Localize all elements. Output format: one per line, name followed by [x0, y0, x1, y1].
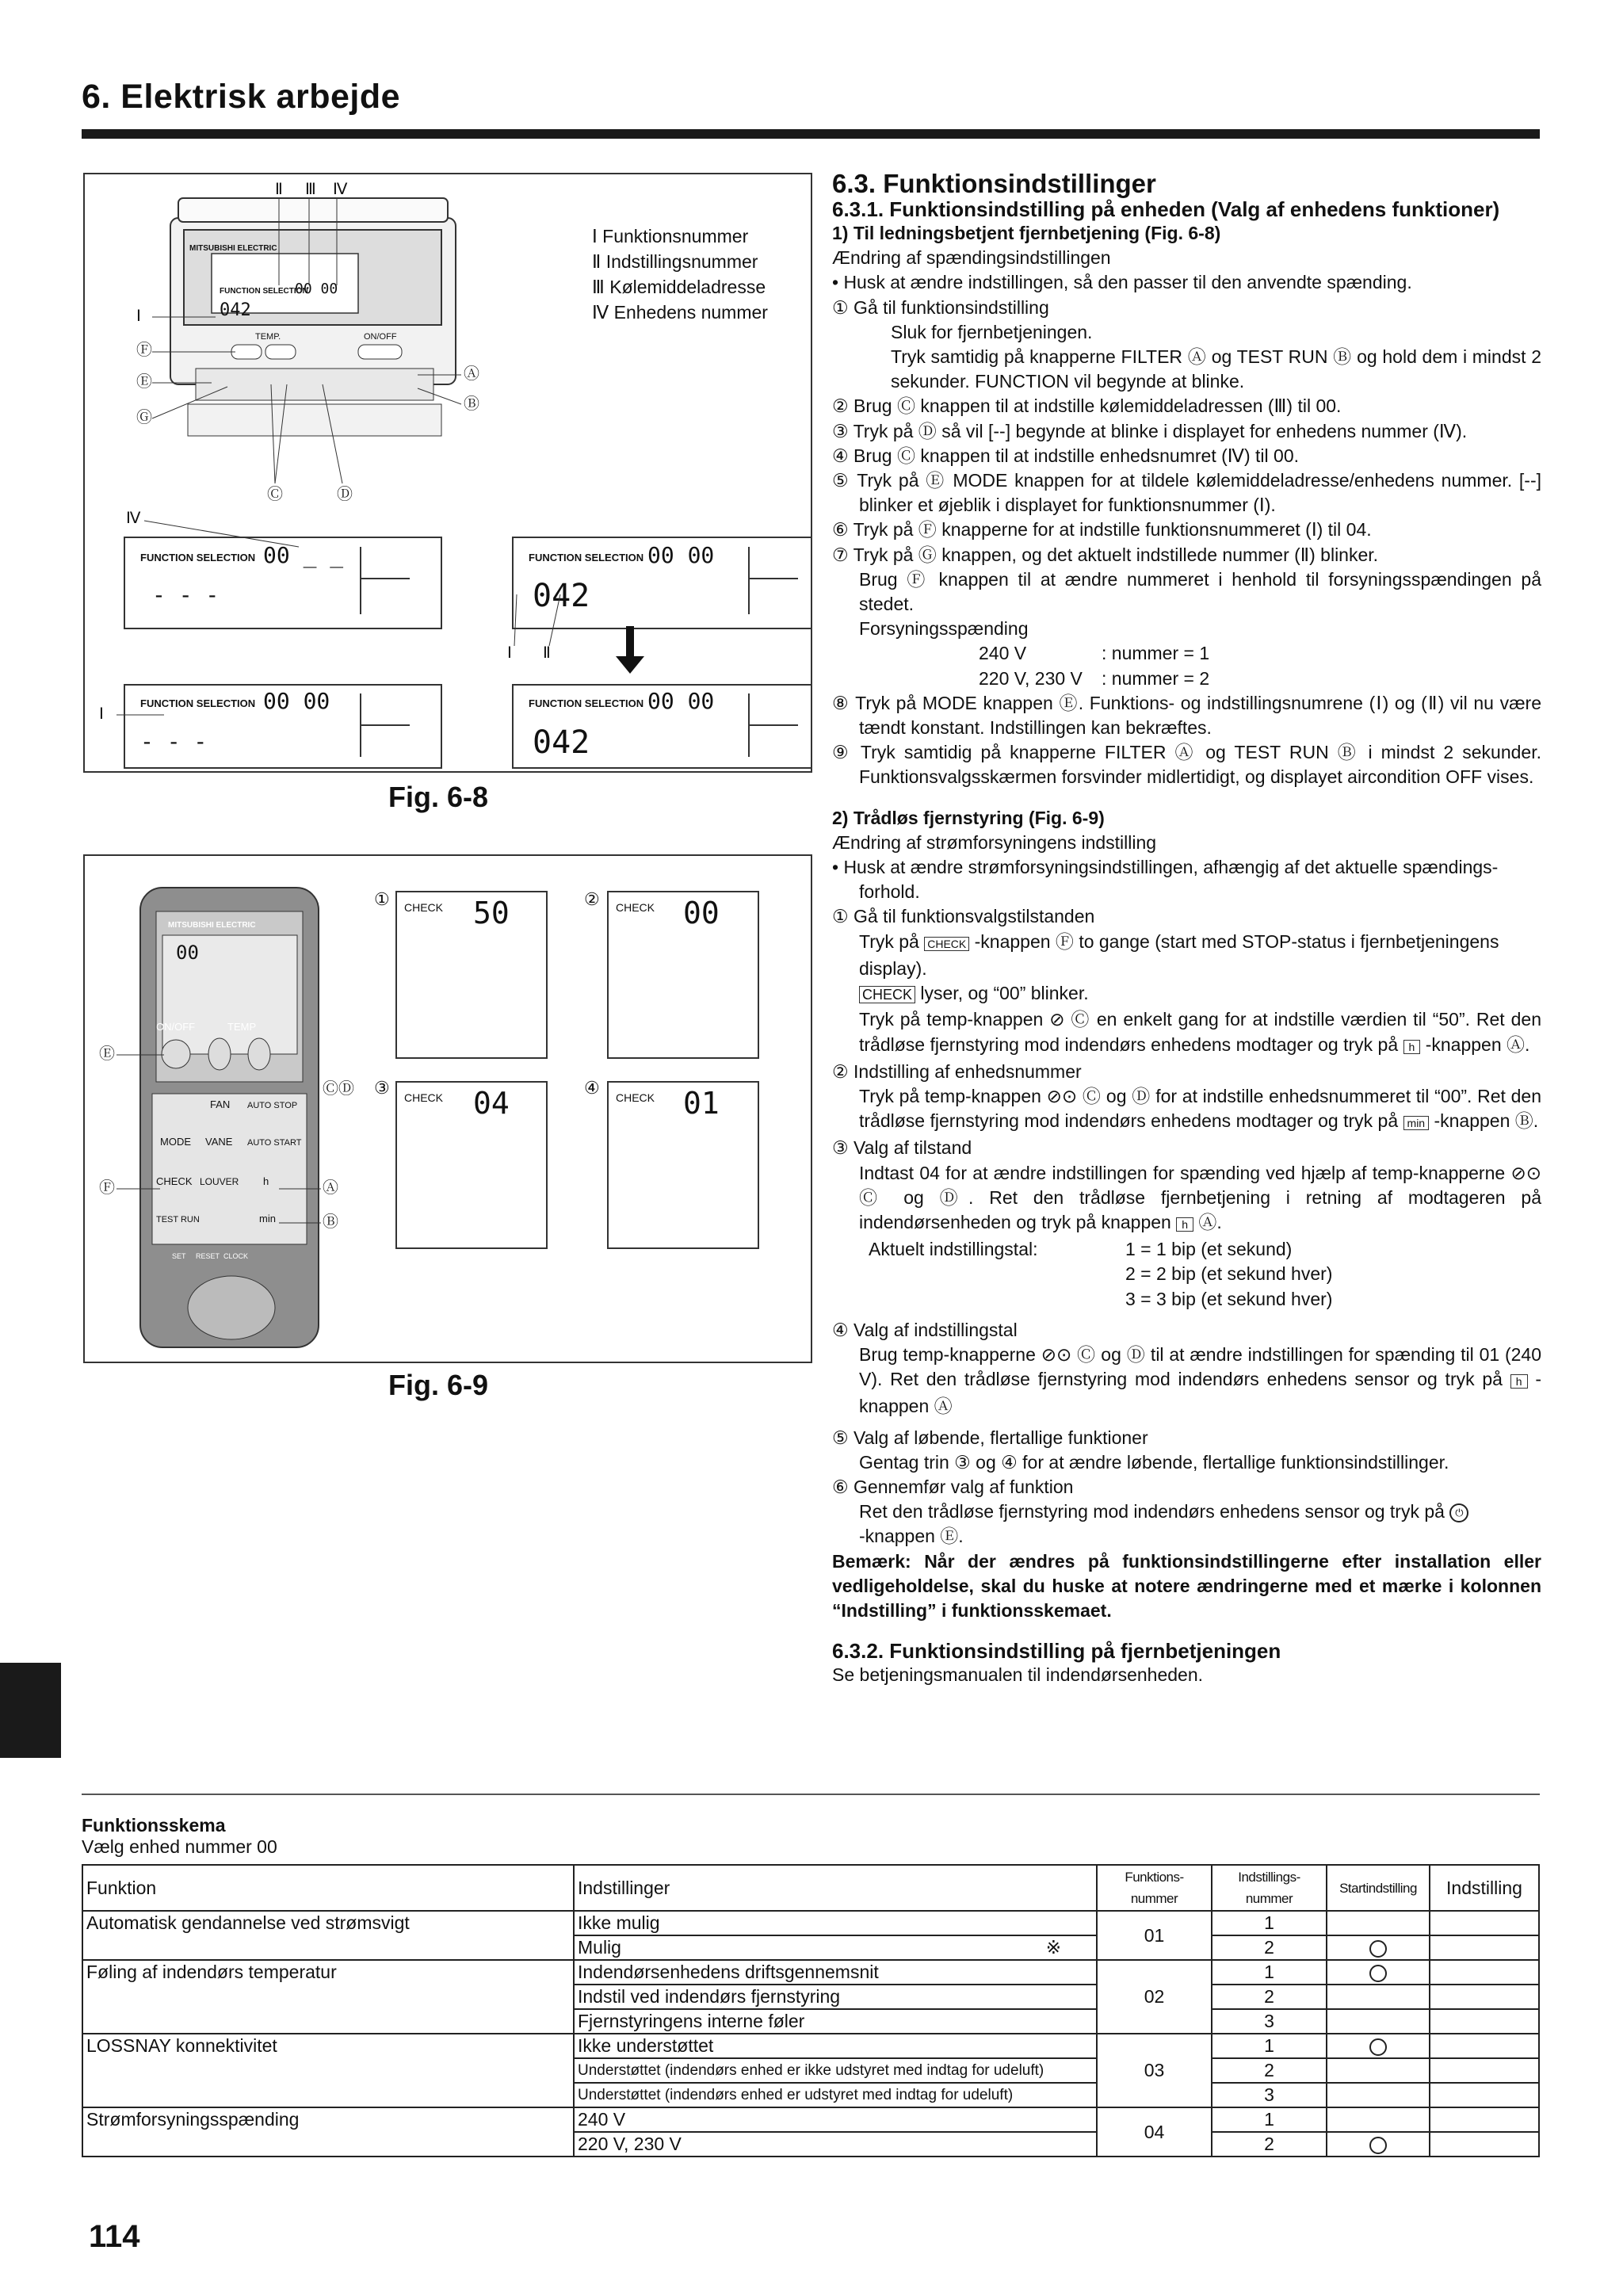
fig9-autostop: AUTO STOP: [247, 1101, 298, 1110]
start-circle-icon: [1369, 1940, 1387, 1958]
function-schedule: [82, 1799, 1540, 2157]
cell-function: Føling af indendørs temperatur: [82, 1960, 574, 2034]
start-circle-icon: [1369, 2038, 1387, 2056]
table-row: [82, 2034, 1539, 2058]
fig8-label-C: Ⓒ: [267, 486, 283, 503]
fig8-temp-label: TEMP.: [255, 332, 281, 342]
fig9-onoff: ON/OFF: [156, 1021, 196, 1033]
fig9-temp: TEMP: [227, 1021, 257, 1033]
figure-6-9: [83, 854, 812, 1363]
cell-setting: Understøttet (indendørs enhed er ikke udstyret med indtag for udeluft): [574, 2058, 1097, 2083]
beep-1: 1 = 1 bip (et sekund): [1125, 1239, 1293, 1260]
cell-setting-mark[interactable]: [1430, 1935, 1539, 1960]
th-start: Startindstilling: [1327, 1865, 1430, 1911]
figure-6-8: [83, 173, 812, 773]
fig9-set: SET: [172, 1252, 186, 1260]
wireless-line: CHECK lyser, og “00” blinker.: [832, 981, 1541, 1007]
fig9-panel-2-check: CHECK: [616, 901, 655, 914]
fig9-testrun: TEST RUN: [156, 1215, 200, 1224]
fig9-fan: FAN: [210, 1098, 231, 1110]
onoff-icon: ⏻: [1449, 1503, 1468, 1522]
fig9-label-E: Ⓔ: [99, 1045, 115, 1063]
section-heading-6-3-1: 6.3.1. Funktionsindstilling på enheden (Valg af enhedens funktioner): [832, 197, 1500, 221]
fig8-legend-4: Ⅳ Enhedens nummer: [592, 302, 768, 323]
section-heading-6-3: 6.3. Funktionsindstillinger: [832, 169, 1156, 198]
table-row: [82, 2107, 1539, 2132]
cell-setting: Indstil ved indendørs fjernstyring: [574, 1985, 1097, 2009]
wired-step-2: ② Brug Ⓒ knappen til at indstille kølemiddeladressen (Ⅲ) til 00.: [832, 395, 1342, 417]
wired-step-7: ⑦ Tryk på Ⓖ knappen, og det aktuelt indstillede nummer (Ⅱ) blinker.: [832, 544, 1379, 565]
cell-start: [1327, 1960, 1430, 1985]
fig8-p4-label: FUNCTION SELECTION: [529, 697, 644, 709]
th-setting: Indstilling: [1430, 1865, 1539, 1911]
wired-line: Ændring af spændingsindstillingen: [832, 247, 1111, 269]
fig8-label-A: Ⓐ: [464, 365, 479, 383]
instructions-column: [832, 170, 1541, 1687]
fig9-remote-display: 00: [176, 942, 199, 964]
cell-start: [1327, 2132, 1430, 2157]
cell-no: 1: [1212, 2034, 1327, 2058]
cell-setting: 240 V: [574, 2107, 1097, 2132]
wireless-step-1: ① Gå til funktionsvalgstilstanden: [832, 906, 1095, 927]
fig8-label-G: Ⓖ: [136, 409, 152, 426]
cell-func-no: 03: [1097, 2034, 1212, 2107]
fig8-caption: Fig. 6-8: [388, 781, 489, 813]
fig8-lcd-label: FUNCTION SELECTION: [220, 287, 308, 296]
fig8-p3-label: FUNCTION SELECTION: [140, 697, 256, 709]
cell-no: 2: [1212, 1935, 1327, 1960]
fig9-caption: Fig. 6-9: [388, 1369, 489, 1401]
wireless-remote-diagram: [85, 856, 811, 1362]
cell-no: 1: [1212, 2107, 1327, 2132]
wired-line: Tryk samtidig på knapperne FILTER Ⓐ og TEST RUN Ⓑ og hold dem i mindst 2 sekunder. FUNCTION vil begynde at blinke.: [891, 346, 1541, 392]
fig8-p4-num: 042: [533, 724, 590, 761]
fig9-panel-1-val: 50: [473, 896, 510, 930]
beep-3: 3 = 3 bip (et sekund hver): [1125, 1288, 1333, 1309]
subsection-wired-title: 1) Til ledningsbetjent fjernbetjening (Fig. 6-8): [832, 223, 1221, 243]
wired-step-4: ④ Brug Ⓒ knappen til at indstille enhedsnumret (Ⅳ) til 00.: [832, 445, 1300, 466]
cell-func-no: 01: [1097, 1911, 1212, 1960]
table-row: [82, 1911, 1539, 1935]
wireless-line: Tryk på temp-knappen ⊘ Ⓒ en enkelt gang for at indstille værdien til “50”. Ret den trådløse fjernstyring mod indendørs enhedens modtager og tryk på h -knappen Ⓐ.: [859, 1009, 1541, 1055]
wired-step-1: ① Gå til funktionsindstilling: [832, 296, 1049, 318]
cell-setting-mark[interactable]: [1430, 1911, 1539, 1935]
wireless-line: -knappen Ⓔ.: [859, 1526, 964, 1547]
wireless-line: • Husk at ændre strømforsyningsindstillingen, afhængig af det aktuelle spændings-forhold.: [832, 857, 1499, 903]
header-rule: [82, 129, 1540, 139]
fig8-p1-label: FUNCTION SELECTION: [140, 552, 256, 563]
fig9-check: CHECK: [156, 1175, 193, 1187]
wired-line: Sluk for fjernbetjeningen.: [891, 321, 1093, 342]
cell-setting: 220 V, 230 V: [574, 2132, 1097, 2157]
wireless-step-4: ④ Valg af indstillingstal: [832, 1319, 1018, 1340]
cell-start: [1327, 2083, 1430, 2107]
wireless-step-6: ⑥ Gennemfør valg af funktion: [832, 1476, 1074, 1497]
wireless-step-5: ⑤ Valg af løbende, flertallige funktioner: [832, 1427, 1148, 1448]
wireless-line: Tryk på temp-knappen ⊘⊙ Ⓒ og Ⓓ for at indstille enhedsnummeret til “00”. Ret den trådløse fjernstyring mod indendørs enhedens modtager og tryk på min -knappen Ⓑ.: [859, 1085, 1541, 1132]
fig9-panel-4-check: CHECK: [616, 1091, 655, 1104]
fig9-brand: MITSUBISHI ELECTRIC: [168, 921, 256, 930]
fig8-onoff-label: ON/OFF: [364, 332, 397, 342]
cell-no: 3: [1212, 2083, 1327, 2107]
cell-func-no: 04: [1097, 2107, 1212, 2157]
cell-start: [1327, 1935, 1430, 1960]
cell-setting: Understøttet (indendørs enhed er udstyret med indtag for udeluft): [574, 2083, 1097, 2107]
fig8-label-F: Ⓕ: [136, 342, 152, 359]
cell-no: 1: [1212, 1911, 1327, 1935]
th-func-no: Funktions- nummer: [1097, 1865, 1212, 1911]
fig9-h: h: [263, 1175, 269, 1187]
wired-line: Brug Ⓕ knappen til at ændre nummeret i henhold til forsyningsspændingen på stedet.: [859, 568, 1541, 615]
wired-line: • Husk at ændre indstillingen, så den passer til den anvendte spænding.: [832, 272, 1412, 293]
cell-setting: Indendørsenhedens driftsgennemsnit: [574, 1960, 1097, 1985]
cell-function: Automatisk gendannelse ved strømsvigt: [82, 1911, 574, 1960]
cell-start: [1327, 1985, 1430, 2009]
function-table: [82, 1864, 1540, 2157]
wireless-line: Ændring af strømforsyningens indstilling: [832, 831, 1157, 853]
fig9-panel-1-check: CHECK: [404, 901, 444, 914]
cell-start: [1327, 2009, 1430, 2034]
th-setting-no: Indstillings-nummer: [1212, 1865, 1327, 1911]
fig9-panel-4-num: ④: [584, 1078, 600, 1098]
cell-function: LOSSNAY konnektivitet: [82, 2034, 574, 2107]
fig8-brand: MITSUBISHI ELECTRIC: [189, 244, 277, 253]
fig8-panel-mark-I: Ⅰ: [99, 705, 104, 723]
cell-func-no: 02: [1097, 1960, 1212, 2034]
cell-start: [1327, 2107, 1430, 2132]
start-circle-icon: [1369, 1965, 1387, 1982]
cell-setting-mark[interactable]: [1430, 2058, 1539, 2083]
fig9-panel-3-val: 04: [473, 1086, 510, 1121]
fig9-label-CD: ⒸⒹ: [323, 1080, 354, 1098]
fig8-panel-1: [124, 537, 811, 768]
cell-start: [1327, 2034, 1430, 2058]
fig8-p3-dash: - - -: [140, 728, 208, 755]
cell-setting-mark[interactable]: [1430, 2034, 1539, 2058]
fig8-p2-label: FUNCTION SELECTION: [529, 552, 644, 563]
cell-setting-mark[interactable]: [1430, 1960, 1539, 1985]
fig8-label-D: Ⓓ: [337, 486, 353, 503]
fig8-p1-dash: - - -: [152, 582, 220, 608]
cell-start: [1327, 2058, 1430, 2083]
wireless-step-3: ③ Valg af tilstand: [832, 1137, 972, 1159]
fig8-legend-3: Ⅲ Kølemiddeladresse: [592, 277, 766, 297]
fig9-mode: MODE: [160, 1136, 191, 1148]
table-title: Funktionsskema: [82, 1815, 226, 1836]
cell-no: 2: [1212, 2132, 1327, 2157]
page-number: 114: [89, 2219, 140, 2254]
wired-step-8: ⑧ Tryk på MODE knappen Ⓔ. Funktions- og indstillingsnumrene (Ⅰ) og (Ⅱ) vil nu være tændt konstant. Indstillingen kan bekræftes.: [832, 692, 1541, 739]
fig9-panel-2-num: ②: [584, 889, 600, 909]
wired-step-3: ③ Tryk på Ⓓ så vil [--] begynde at blinke i displayet for enhedens nummer (Ⅳ).: [832, 420, 1468, 441]
fig9-panel-3-check: CHECK: [404, 1091, 444, 1104]
fig8-label-III: Ⅲ: [305, 181, 316, 198]
wireless-line: Brug temp-knapperne ⊘⊙ Ⓒ og Ⓓ til at ændre indstillingen for spænding til 01 (240 V). Ret den trådløse fjernstyring mod indendørs enhedens sensor og tryk på h -knappen Ⓐ: [859, 1343, 1541, 1417]
cell-no: 2: [1212, 2058, 1327, 2083]
fig9-panel-2-val: 00: [683, 896, 720, 930]
fig9-label-B: Ⓑ: [323, 1213, 338, 1231]
voltage-240-num: : nummer = 1: [1102, 643, 1210, 664]
cell-start: [1327, 1911, 1430, 1935]
fig8-p4-top: 00 00: [647, 688, 715, 714]
fig9-reset: RESET: [196, 1252, 220, 1260]
voltage-230-num: : nummer = 2: [1102, 667, 1210, 689]
fig8-p3-top: 00 00: [263, 688, 330, 714]
th-settings: Indstillinger: [574, 1865, 1097, 1911]
wired-step-9: ⑨ Tryk samtidig på knapperne FILTER Ⓐ og TEST RUN Ⓑ i mindst 2 sekunder. Funktionsvalgsskærmen forsvinder midlertidigt, og displayet aircondition OFF vises.: [832, 742, 1541, 788]
cell-setting-mark[interactable]: [1430, 2132, 1539, 2157]
wired-line: Forsyningsspænding: [859, 618, 1029, 640]
fig9-panel-3-num: ③: [374, 1078, 390, 1098]
fig9-vane: VANE: [205, 1136, 233, 1148]
voltage-240: 240 V: [979, 643, 1027, 664]
section-6-3-2-text: Se betjeningsmanualen til indendørsenheden.: [832, 1664, 1203, 1686]
fig8-lcd-top: 00 00: [295, 281, 338, 297]
cell-setting-mark[interactable]: [1430, 2009, 1539, 2034]
fig8-legend-2: Ⅱ Indstillingsnummer: [592, 251, 758, 272]
fig9-louver: LOUVER: [200, 1176, 239, 1187]
cell-setting: Mulig ※: [574, 1935, 1097, 1960]
wireless-line: Ret den trådløse fjernstyring mod indendørs enhedens sensor og tryk på ⏻: [832, 1499, 1541, 1524]
fig9-panel-4-val: 01: [683, 1086, 720, 1121]
wired-step-5: ⑤ Tryk på Ⓔ MODE knappen for at tildele kølemiddeladresse/enhedens nummer. [--] blinker et øjeblik i displayet for funktionsnummer (Ⅰ).: [832, 470, 1541, 516]
cell-setting: Fjernstyringens interne føler: [574, 2009, 1097, 2034]
fig8-lcd-num: 042: [220, 300, 251, 320]
beep-2: 2 = 2 bip (et sekund hver): [1125, 1263, 1333, 1285]
fig8-label-B: Ⓑ: [464, 395, 479, 413]
th-function: Funktion: [82, 1865, 574, 1911]
wired-remote-diagram: [85, 174, 811, 771]
start-circle-icon: [1369, 2137, 1387, 2154]
fig8-panel-mark-II: Ⅱ: [543, 644, 551, 662]
wireless-line: Tryk på CHECK -knappen Ⓕ to gange (start med STOP-status i fjernbetjeningens display).: [859, 930, 1499, 979]
cell-function: Strømforsyningsspænding: [82, 2107, 574, 2157]
fig8-p2-top: 00 00: [647, 542, 715, 568]
fig8-panel-mark-I2: Ⅰ: [507, 644, 512, 662]
section-tab: [0, 1663, 61, 1758]
fig9-clock: CLOCK: [223, 1252, 249, 1260]
note: Bemærk: Når der ændres på funktionsindstillingerne efter installation eller vedligeholdelse, skal du huske at notere ændringerne med et mærke i kolonnen “Indstilling” i funktionsskemaet.: [832, 1550, 1541, 1621]
fig8-label-I: Ⅰ: [136, 308, 141, 325]
wired-step-6: ⑥ Tryk på Ⓕ knapperne for at indstille funktionsnummeret (Ⅰ) til 04.: [832, 519, 1372, 541]
fig8-label-E: Ⓔ: [136, 373, 152, 391]
cell-no: 3: [1212, 2009, 1327, 2034]
subsection-wireless-title: 2) Trådløs fjernstyring (Fig. 6-9): [832, 807, 1105, 828]
table-subtitle: Vælg enhed nummer 00: [82, 1836, 277, 1857]
cell-setting: Ikke mulig: [574, 1911, 1097, 1935]
cell-no: 2: [1212, 1985, 1327, 2009]
fig8-label-IV: Ⅳ: [333, 181, 348, 198]
cell-setting: Ikke understøttet: [574, 2034, 1097, 2058]
beep-label: Aktuelt indstillingstal:: [869, 1239, 1038, 1260]
table-row: [82, 1960, 1539, 1985]
cell-setting-mark[interactable]: [1430, 1985, 1539, 2009]
fig8-legend-1: Ⅰ Funktionsnummer: [592, 226, 749, 246]
voltage-230: 220 V, 230 V: [979, 667, 1083, 689]
fig9-label-F: Ⓕ: [99, 1179, 115, 1197]
table-top-rule: [82, 1794, 1540, 1795]
fig8-p1-top: 00 _ _: [263, 542, 344, 568]
cell-no: 1: [1212, 1960, 1327, 1985]
page-title: 6. Elektrisk arbejde: [82, 78, 400, 116]
fig9-min: min: [259, 1213, 276, 1224]
wireless-line: Indtast 04 for at ændre indstillingen for spænding ved hjælp af temp-knapperne ⊘⊙ Ⓒ og Ⓓ. Ret den trådløse fjernbetjening i retning af modtageren på indendørsenheden og tryk på knappen h Ⓐ.: [859, 1162, 1541, 1232]
cell-setting-mark[interactable]: [1430, 2107, 1539, 2132]
fig8-panel-mark-IV: Ⅳ: [126, 510, 141, 527]
wireless-step-2: ② Indstilling af enhedsnummer: [832, 1060, 1082, 1082]
fig9-label-A: Ⓐ: [323, 1179, 338, 1197]
wireless-line: Gentag trin ③ og ④ for at ændre løbende, flertallige funktionsindstillinger.: [859, 1451, 1449, 1473]
section-heading-6-3-2: 6.3.2. Funktionsindstilling på fjernbetjeningen: [832, 1639, 1281, 1664]
fig9-autostart: AUTO START: [247, 1138, 302, 1148]
cell-setting-mark[interactable]: [1430, 2083, 1539, 2107]
fig8-label-II: Ⅱ: [275, 181, 283, 198]
fig9-panel-1-num: ①: [374, 889, 390, 909]
fig8-p2-num: 042: [533, 578, 590, 614]
